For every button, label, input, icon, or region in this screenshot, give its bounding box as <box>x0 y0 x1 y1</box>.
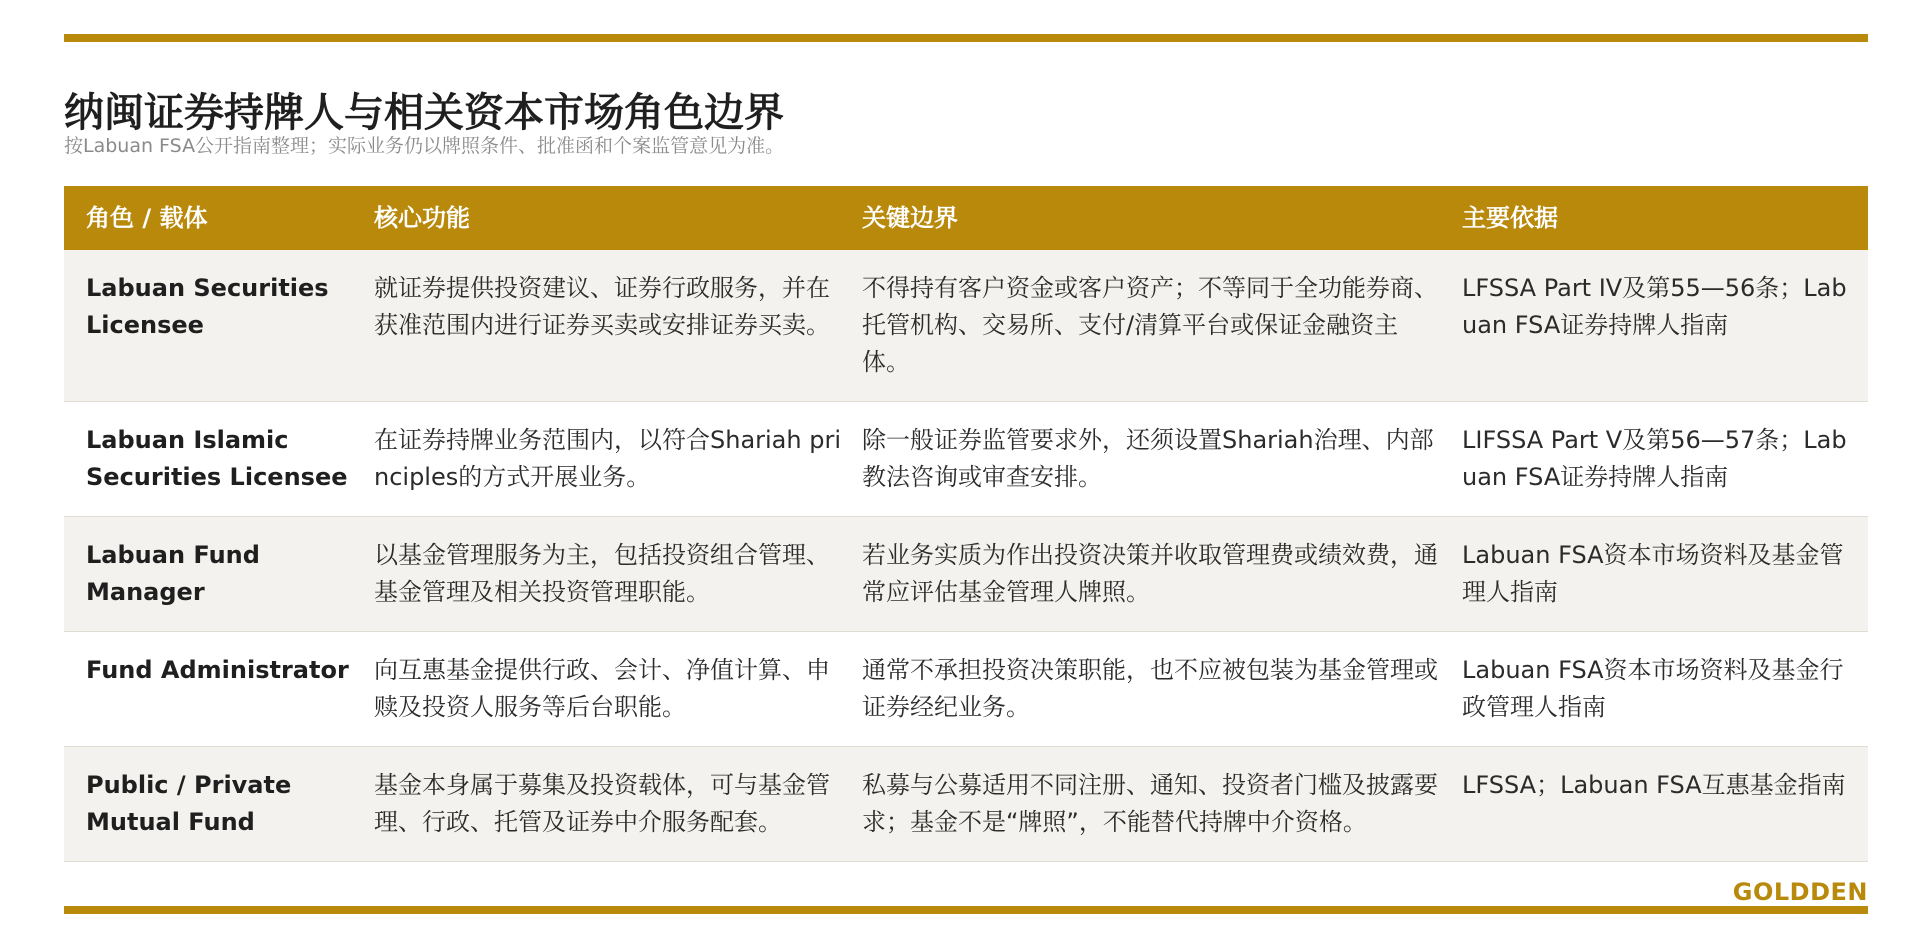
role-cell: Fund Administrator <box>86 656 349 684</box>
table-row <box>64 747 1868 862</box>
column-header-boundary: 关键边界 <box>862 204 958 232</box>
function-cell: 以基金管理服务为主，包括投资组合管理、基金管理及相关投资管理职能。 <box>374 541 830 606</box>
table-row <box>64 632 1868 747</box>
role-cell: Labuan Securities Licensee <box>86 274 329 339</box>
role-cell: Public / Private Mutual Fund <box>86 771 292 836</box>
roles-table <box>64 186 1868 862</box>
boundary-cell: 若业务实质为作出投资决策并收取管理费或绩效费，通常应评估基金管理人牌照。 <box>862 541 1438 606</box>
basis-cell: LFSSA Part IV及第55—56条；Labuan FSA证券持牌人指南 <box>1462 274 1847 339</box>
role-cell: Labuan Islamic Securities Licensee <box>86 426 348 491</box>
column-header-basis: 主要依据 <box>1462 204 1558 232</box>
table-header <box>64 186 1868 250</box>
function-cell: 向互惠基金提供行政、会计、净值计算、申赎及投资人服务等后台职能。 <box>374 656 830 721</box>
bottom-accent-bar <box>64 906 1868 914</box>
table-row <box>64 517 1868 632</box>
boundary-cell: 私募与公募适用不同注册、通知、投资者门槛及披露要求；基金不是“牌照”，不能替代持牌中介资格。 <box>862 771 1438 836</box>
function-cell: 在证券持牌业务范围内，以符合Shariah principles的方式开展业务。 <box>374 426 842 491</box>
function-cell: 基金本身属于募集及投资载体，可与基金管理、行政、托管及证券中介服务配套。 <box>374 771 830 836</box>
boundary-cell: 不得持有客户资金或客户资产；不等同于全功能券商、托管机构、交易所、支付/清算平台或保证金融资主体。 <box>862 274 1438 376</box>
column-header-role: 角色 / 载体 <box>86 204 208 232</box>
basis-cell: LFSSA；Labuan FSA互惠基金指南 <box>1462 771 1846 799</box>
basis-cell: LIFSSA Part V及第56—57条；Labuan FSA证券持牌人指南 <box>1462 426 1847 491</box>
table-row <box>64 250 1868 402</box>
boundary-cell: 除一般证券监管要求外，还须设置Shariah治理、内部教法咨询或审查安排。 <box>862 426 1434 491</box>
column-header-function: 核心功能 <box>374 204 470 232</box>
role-cell: Labuan Fund Manager <box>86 541 260 606</box>
basis-cell: Labuan FSA资本市场资料及基金管理人指南 <box>1462 541 1844 606</box>
function-cell: 就证券提供投资建议、证券行政服务，并在获准范围内进行证券买卖或安排证券买卖。 <box>374 274 830 339</box>
brand-logo-text: GOLDDEN <box>1732 878 1868 906</box>
top-accent-bar <box>64 34 1868 42</box>
table-row <box>64 402 1868 517</box>
basis-cell: Labuan FSA资本市场资料及基金行政管理人指南 <box>1462 656 1844 721</box>
page-title: 纳闽证券持牌人与相关资本市场角色边界 <box>64 90 784 136</box>
boundary-cell: 通常不承担投资决策职能，也不应被包装为基金管理或证券经纪业务。 <box>862 656 1438 721</box>
page-subtitle: 按Labuan FSA公开指南整理；实际业务仍以牌照条件、批准函和个案监管意见为准。 <box>64 135 785 157</box>
